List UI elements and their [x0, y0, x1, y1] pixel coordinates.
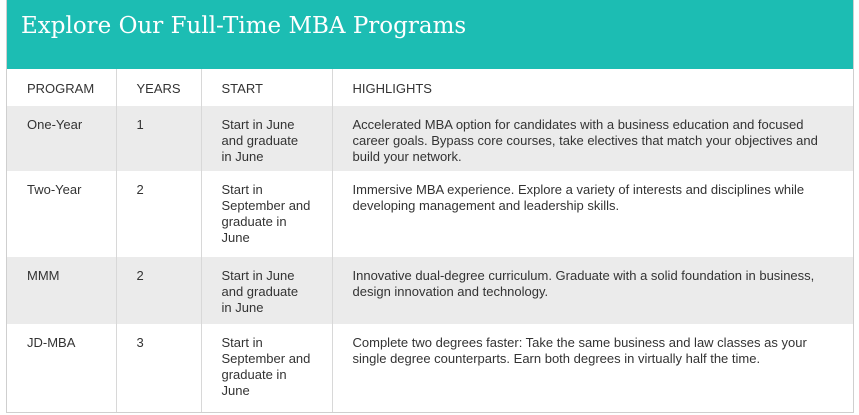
highlights-cell: Innovative dual-degree curriculum. Graduate with a solid foundation in business, design innovation and technology.: [332, 257, 853, 324]
column-header-program: PROGRAM: [27, 81, 95, 96]
program-cell: JD-MBA: [27, 335, 76, 350]
highlights-cell: Complete two degrees faster: Take the same business and law classes as your single degree counterparts. Earn both degrees in virtually half the time.: [332, 324, 853, 412]
programs-panel: [6, 0, 854, 413]
table-row: [7, 106, 853, 171]
table-header: [7, 69, 853, 106]
programs-table: [7, 69, 853, 412]
column-header-highlights: HIGHLIGHTS: [332, 69, 853, 106]
start-cell: Start in June and graduate in June: [201, 106, 332, 171]
table-header-row: [7, 69, 853, 106]
highlights-cell: Accelerated MBA option for candidates with a business education and focused career goals. Bypass core courses, take electives that match your objectives and build your network.: [332, 106, 853, 171]
table-row: [7, 257, 853, 324]
page-title: Explore Our Full-Time MBA Programs: [7, 0, 853, 69]
years-cell: 2: [116, 257, 201, 324]
start-cell: Start in September and graduate in June: [201, 171, 332, 257]
program-cell: MMM: [7, 257, 116, 324]
years-cell: 3: [116, 324, 201, 412]
years-cell: 1: [116, 106, 201, 171]
program-cell: Two-Year: [27, 182, 82, 197]
start-cell: Start in September and graduate in June: [201, 324, 332, 412]
years-cell: 2: [116, 171, 201, 257]
start-cell: Start in June and graduate in June: [201, 257, 332, 324]
program-cell: One-Year: [7, 106, 116, 171]
column-header-start: START: [201, 69, 332, 106]
highlights-cell: Immersive MBA experience. Explore a variety of interests and disciplines while developing management and leadership skills.: [332, 171, 853, 257]
table-row: [7, 171, 853, 257]
column-header-years: YEARS: [116, 69, 201, 106]
table-row: [7, 324, 853, 412]
table-body: [7, 106, 853, 412]
